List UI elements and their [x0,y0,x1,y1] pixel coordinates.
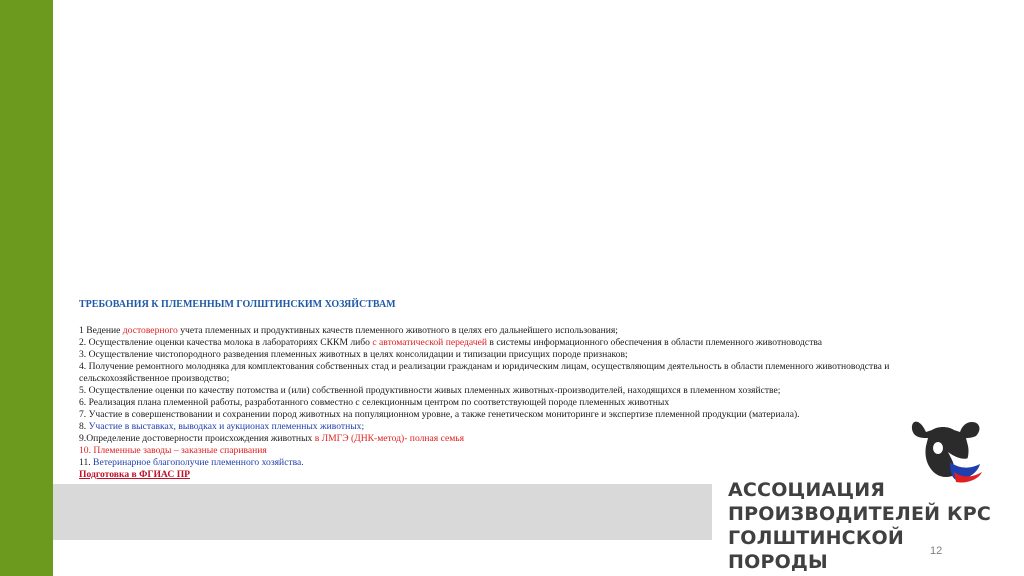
page-title: ТРЕБОВАНИЯ К ПЛЕМЕННЫМ ГОЛШТИНСКИМ ХОЗЯЙСТВАМ [79,299,396,310]
item-text: 2. Осуществление оценки качества молока в лабораториях СККМ либо [79,337,373,348]
gray-footer-band [53,484,712,540]
list-item [79,457,939,469]
cow-logo-icon [908,412,988,484]
item-text: 1 Ведение [79,325,123,336]
logo-line-1: АССОЦИАЦИЯ [728,479,886,501]
item-text: 9.Определение достоверности происхождения животных [79,433,315,444]
item-text: 8. [79,421,89,432]
item-text: учета племенных и продуктивных качеств племенного животного в целях его дальнейшего использования; [177,325,618,336]
item-highlight: с автоматической передачей [372,337,487,348]
list-item: 3. Осуществление чистопородного разведения племенных животных в целях консолидации и типизации присущих породе признаков; [79,349,628,360]
list-item [79,325,939,337]
list-item: 7. Участие в совершенствовании и сохранении пород животных на популяционном уровне, а также генетическом мониторинге и экспертизе племенной продукции (материала). [79,409,800,420]
list-item: 6. Реализация плана племенной работы, разработанного совместно с селекционным центром по соответствующей породе племенных животных [79,397,670,408]
page-number: 12 [930,545,943,557]
list-item: 4. Получение ремонтного молодняка для комплектования собственных стад и реализации гражданам и юридическим лицам, осуществляющим деятельность в области племенного животноводства и сельскохозяйственное производство; [79,361,890,384]
item-highlight: в ЛМГЭ (ДНК-метод)- полная семья [314,433,465,444]
list-item: 5. Осуществление оценки по качеству потомства и (или) собственной продуктивности живых племенных животных-производителей, находящихся в племенном хозяйстве; [79,385,781,396]
item-highlight: достоверного [122,325,178,336]
item-text: 11. [79,457,94,468]
list-item [79,337,939,349]
list-item: 10. Племенные заводы – заказные спаривания [79,445,267,456]
item-highlight: Ветеринарное благополучие племенного хозяйства. [93,457,304,468]
left-green-bar [0,0,53,576]
requirements-text [79,299,939,481]
list-item [79,433,939,445]
item-text: в системы информационного обеспечения в области племенного животноводства [487,337,823,348]
item-highlight: Участие в выставках, выводках и аукционах племенных животных; [88,421,365,432]
list-item [79,421,939,433]
logo-line-2: ПРОИЗВОДИТЕЛЕЙ КРС [728,503,992,525]
association-logo [728,478,998,574]
list-item: Подготовка в ФГИАС ПР [79,469,191,480]
logo-line-3: ГОЛШТИНСКОЙ ПОРОДЫ [728,527,905,573]
